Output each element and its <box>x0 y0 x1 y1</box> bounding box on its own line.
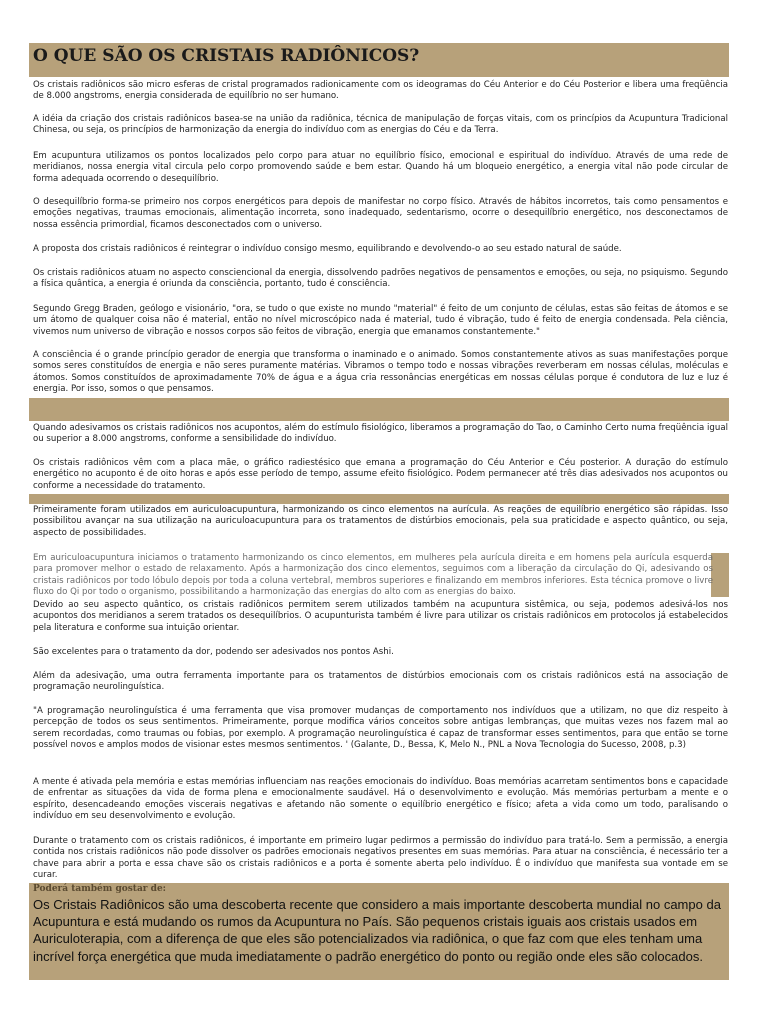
page-title: O QUE SÃO OS CRISTAIS RADIÔNICOS? <box>33 46 420 66</box>
paragraph: "A programação neurolinguística é uma ferramenta que visa promover mudanças de comportamento nos indivíduos que a utilizam, no que diz respeito à percepção de todos os seus sentimentos. Primeiramente, porque modifica vários conceitos sobre antigas lembranças, que muitas vezes nos fazem mal ao serem recordadas, como traumas ou fobias, por exemplo. A programação neurolinguística é capaz de transformar esses sentimentos, para que então se torne possível novos e amplos modos de visionar estes mesmos sentimentos. ' (Galante, D., Bessa, K, Melo N., PNL a Nova Tecnologia do Sucesso, 2008, p.3) <box>33 706 728 750</box>
paragraph: Primeiramente foram utilizados em auriculoacupuntura, harmonizando os cinco elementos na aurícula. As reações de equilíbrio energético são rápidas. Isso possibilitou avançar na sua utilização na auriculoacupuntura para os tratamentos de distúrbios emocionais, pela sua praticidade e aspecto quântico, ou seja, aspecto de possibilidades. <box>33 505 728 538</box>
paragraph: Em acupuntura utilizamos os pontos localizados pelo corpo para atuar no equilíbrio físico, emocional e espiritual do indivíduo. Através de uma rede de meridianos, nossa energia vital circula pelo corpo promovendo saúde e bem estar. Quando há um bloqueio energético, a energia vital não pode circular de forma adequada ocorrendo o desequilíbrio. <box>33 151 728 184</box>
paragraph: Durante o tratamento com os cristais radiônicos, é importante em primeiro lugar pedirmos a permissão do indivíduo para tratá-lo. Sem a permissão, a energia contida nos cristais radiônicos não pode dissolver os padrões emocionais negativos presentes em suas memórias. Para atuar na consciência, é necessário ter a chave para abrir a porta e essa chave são os cristais radiônicos e a porta é somente aberta pelo indivíduo. É o indivíduo que manifesta sua vontade em se curar. <box>33 836 728 880</box>
highlight-band <box>711 553 729 597</box>
separator-band <box>29 494 729 504</box>
paragraph-muted: Em auriculoacupuntura iniciamos o tratamento harmonizando os cinco elementos, em mulheres pela aurícula direita e em homens pela aurícula esquerda para promover melhor o estado de relaxamento. Após a harmonização dos cinco elementos, seguimos com a liberação da circulação do Qi, adesivando os cristais radiônicos por todo lóbulo depois por toda a coluna vertebral, membros superiores e finalizando em membros inferiores. Esta técnica promove o livre fluxo do Qi por todo o organismo, possibilitando a harmonização das energias do alto com as energias do baixo. <box>33 553 713 597</box>
paragraph: São excelentes para o tratamento da dor, podendo ser adesivados nos pontos Ashi. <box>33 647 394 657</box>
paragraph: A mente é ativada pela memória e estas memórias influenciam nas reações emocionais do indivíduo. Boas memórias acarretam sentimentos bons e capacidade de enfrentar as situações da vida de forma plena e emocionalmente saudável. Há o desenvolvimento e evolução. Más memórias perturbam a mente e o espírito, desencadeando emoções viscerais negativas e afetando não somente o equilíbrio energético e físico; afeta a vida como um todo, paralisando o indivíduo em seu desenvolvimento e evolução. <box>33 777 728 821</box>
paragraph: A proposta dos cristais radiônicos é reintegrar o indivíduo consigo mesmo, equilibrando e devolvendo-o ao seu estado natural de saúde. <box>33 244 622 254</box>
paragraph: Segundo Gregg Braden, geólogo e visionário, "ora, se tudo o que existe no mundo "material" é feito de um conjunto de células, estas são feitas de átomos e se um átomo de qualquer coisa não é material, então no nível microscópico nada é material, tudo é vibração, tudo é feito de energia condensada. Pela ciência, vivemos num universo de vibração e nossos corpos são feitos de vibração, energia que emanamos constantemente." <box>33 304 728 337</box>
related-text[interactable]: Os Cristais Radiônicos são uma descoberta recente que considero a mais importante descoberta mundial no campo da Acupuntura e está mudando os rumos da Acupuntura no País. São pequenos cristais iguais aos cristais usados em Auriculoterapia, com a diferença de que eles são potencializados via radiônica, o que faz com que eles tenham uma incrível força energética que muda imediatamente o padrão energético do ponto ou região onde eles são colocados. <box>33 897 721 964</box>
paragraph: Os cristais radiônicos vêm com a placa mãe, o gráfico radiestésico que emana a programação do Céu Anterior e Céu posterior. A duração do estímulo energético no acuponto é de oito horas e após esse período de tempo, assume efeito fisiológico. Podem permanecer até três dias adesivados nos acupontos ou conforme a necessidade do tratamento. <box>33 458 728 491</box>
paragraph: O desequilíbrio forma-se primeiro nos corpos energéticos para depois de manifestar no corpo físico. Através de hábitos incorretos, tais como pensamentos e emoções negativas, traumas emocionais, alimentação incorreta, sono inadequado, sedentarismo, ocorre o desequilíbrio energético, nos desconectamos de nossa essência primordial, ficamos desconectados com o universo. <box>33 197 728 230</box>
paragraph: Quando adesivamos os cristais radiônicos nos acupontos, além do estímulo fisiológico, liberamos a programação do Tao, o Caminho Certo numa freqüência igual ou superior a 8.000 angstroms, conforme a sensibilidade do indivíduo. <box>33 423 728 445</box>
paragraph: A idéia da criação dos cristais radiônicos basea-se na união da radiônica, técnica de manipulação de forças vitais, com os princípios da Acupuntura Tradicional Chinesa, ou seja, os princípios de harmonização da energia do indivíduo com as energias do Céu e da Terra. <box>33 114 728 136</box>
separator-band <box>29 398 729 421</box>
paragraph: Além da adesivação, uma outra ferramenta importante para os tratamentos de distúrbios emocionais com os cristais radiônicos está na associação de programação neurolinguística. <box>33 671 728 693</box>
paragraph: Os cristais radiônicos são micro esferas de cristal programados radionicamente com os ideogramas do Céu Anterior e do Céu Posterior e libera uma freqüência de 8.000 angstroms, energia considerada de equilíbrio no ser humano. <box>33 80 728 102</box>
paragraph: Devido ao seu aspecto quântico, os cristais radiônicos permitem serem utilizados também na acupuntura sistêmica, ou seja, podemos adesivá-los nos acupontos dos meridianos a serem tratados os desequilíbrios. O acupunturista também é livre para utilizar os cristais radiônicos em protocolos já estabelecidos pela literatura e conforme sua intuição orientar. <box>33 600 728 633</box>
paragraph: Os cristais radiônicos atuam no aspecto consciencional da energia, dissolvendo padrões negativos de pensamentos e emoções, ou seja, no psiquismo. Segundo a física quântica, a energia é oriunda da consciência, portanto, tudo é consciência. <box>33 268 728 290</box>
related-heading: Poderá também gostar de: <box>29 883 729 896</box>
paragraph: A consciência é o grande princípio gerador de energia que transforma o inaminado e o animado. Somos constantemente ativos as suas manifestações porque somos seres constituídos de energia e não seres puramente matérias. Vibramos o tempo todo e nossas vibrações reverberam em nossas células, moléculas e átomos. Somos constituídos de aproximadamente 70% de água e a água cria ressonâncias energéticas em nossas células porque é condutora de luz e luz é energia. Por isso, somos o que pensamos. <box>33 350 728 394</box>
